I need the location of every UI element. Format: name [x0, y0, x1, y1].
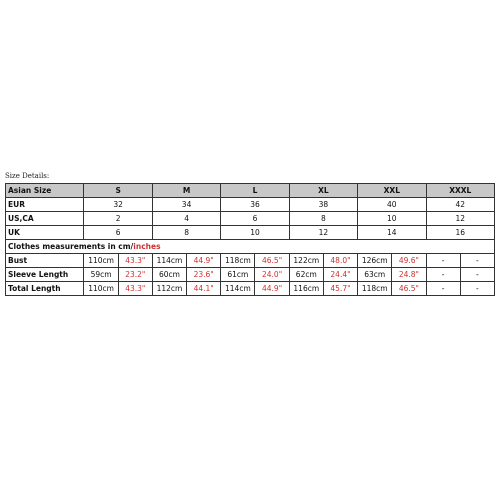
- measurement-inch: 46.5": [392, 282, 426, 296]
- measurement-row: [6, 254, 495, 268]
- measurement-row: [6, 268, 495, 282]
- conversion-value: 2: [84, 212, 152, 226]
- conversion-value: 38: [289, 198, 357, 212]
- measurement-cm: -: [426, 254, 460, 268]
- measurements-title-row: [6, 240, 495, 254]
- measurement-inch: 46.5": [255, 254, 289, 268]
- measurement-cm: 122cm: [289, 254, 323, 268]
- conversion-value: 36: [221, 198, 289, 212]
- conversion-row: [6, 212, 495, 226]
- measurements-title-highlight: inches: [133, 242, 161, 251]
- measurement-inch: -: [460, 268, 494, 282]
- measurements-title-prefix: Clothes measurements in cm/: [8, 242, 134, 251]
- measurement-inch: 43.3": [118, 254, 152, 268]
- measurement-cm: 61cm: [221, 268, 255, 282]
- measurement-inch: 24.0": [255, 268, 289, 282]
- measurement-label: Sleeve Length: [6, 268, 84, 282]
- measurement-cm: 118cm: [358, 282, 392, 296]
- measurement-cm: -: [426, 268, 460, 282]
- measurement-inch: 44.1": [187, 282, 221, 296]
- measurement-cm: 114cm: [152, 254, 186, 268]
- measurement-cm: -: [426, 282, 460, 296]
- measurement-label: Bust: [6, 254, 84, 268]
- size-header-cell: XXXL: [426, 184, 494, 198]
- measurements-title: [6, 240, 495, 254]
- size-header-cell: XL: [289, 184, 357, 198]
- measurement-cm: 126cm: [358, 254, 392, 268]
- measurement-inch: 49.6": [392, 254, 426, 268]
- conversion-value: 6: [221, 212, 289, 226]
- size-header-cell: M: [152, 184, 220, 198]
- measurement-cm: 63cm: [358, 268, 392, 282]
- conversion-value: 34: [152, 198, 220, 212]
- measurement-cm: 110cm: [84, 282, 118, 296]
- measurement-cm: 110cm: [84, 254, 118, 268]
- conversion-row: [6, 226, 495, 240]
- measurement-inch: -: [460, 282, 494, 296]
- measurement-inch: 44.9": [187, 254, 221, 268]
- conversion-label: EUR: [6, 198, 84, 212]
- measurement-label: Total Length: [6, 282, 84, 296]
- conversion-label: US,CA: [6, 212, 84, 226]
- conversion-value: 10: [221, 226, 289, 240]
- conversion-row: [6, 198, 495, 212]
- measurement-cm: 59cm: [84, 268, 118, 282]
- measurement-cm: 114cm: [221, 282, 255, 296]
- measurement-cm: 60cm: [152, 268, 186, 282]
- measurement-row: [6, 282, 495, 296]
- size-header-cell: S: [84, 184, 152, 198]
- conversion-value: 12: [289, 226, 357, 240]
- size-header-cell: L: [221, 184, 289, 198]
- size-header-cell: XXL: [358, 184, 426, 198]
- size-header-row: [6, 184, 495, 198]
- measurement-inch: 45.7": [323, 282, 357, 296]
- conversion-value: 8: [152, 226, 220, 240]
- measurement-inch: 24.8": [392, 268, 426, 282]
- measurement-inch: 24.4": [323, 268, 357, 282]
- conversion-value: 16: [426, 226, 494, 240]
- conversion-value: 10: [358, 212, 426, 226]
- conversion-value: 32: [84, 198, 152, 212]
- measurement-cm: 116cm: [289, 282, 323, 296]
- conversion-value: 40: [358, 198, 426, 212]
- measurement-cm: 112cm: [152, 282, 186, 296]
- conversion-value: 4: [152, 212, 220, 226]
- measurement-inch: 23.2": [118, 268, 152, 282]
- conversion-label: UK: [6, 226, 84, 240]
- conversion-value: 8: [289, 212, 357, 226]
- measurement-cm: 118cm: [221, 254, 255, 268]
- measurement-cm: 62cm: [289, 268, 323, 282]
- conversion-value: 14: [358, 226, 426, 240]
- size-details-caption: Size Details:: [5, 172, 50, 180]
- measurement-inch: 23.6": [187, 268, 221, 282]
- conversion-value: 12: [426, 212, 494, 226]
- size-header-label: Asian Size: [6, 184, 84, 198]
- size-chart-table: [5, 183, 495, 296]
- conversion-value: 42: [426, 198, 494, 212]
- measurement-inch: 43.3": [118, 282, 152, 296]
- measurement-inch: 48.0": [323, 254, 357, 268]
- measurement-inch: 44.9": [255, 282, 289, 296]
- measurement-inch: -: [460, 254, 494, 268]
- conversion-value: 6: [84, 226, 152, 240]
